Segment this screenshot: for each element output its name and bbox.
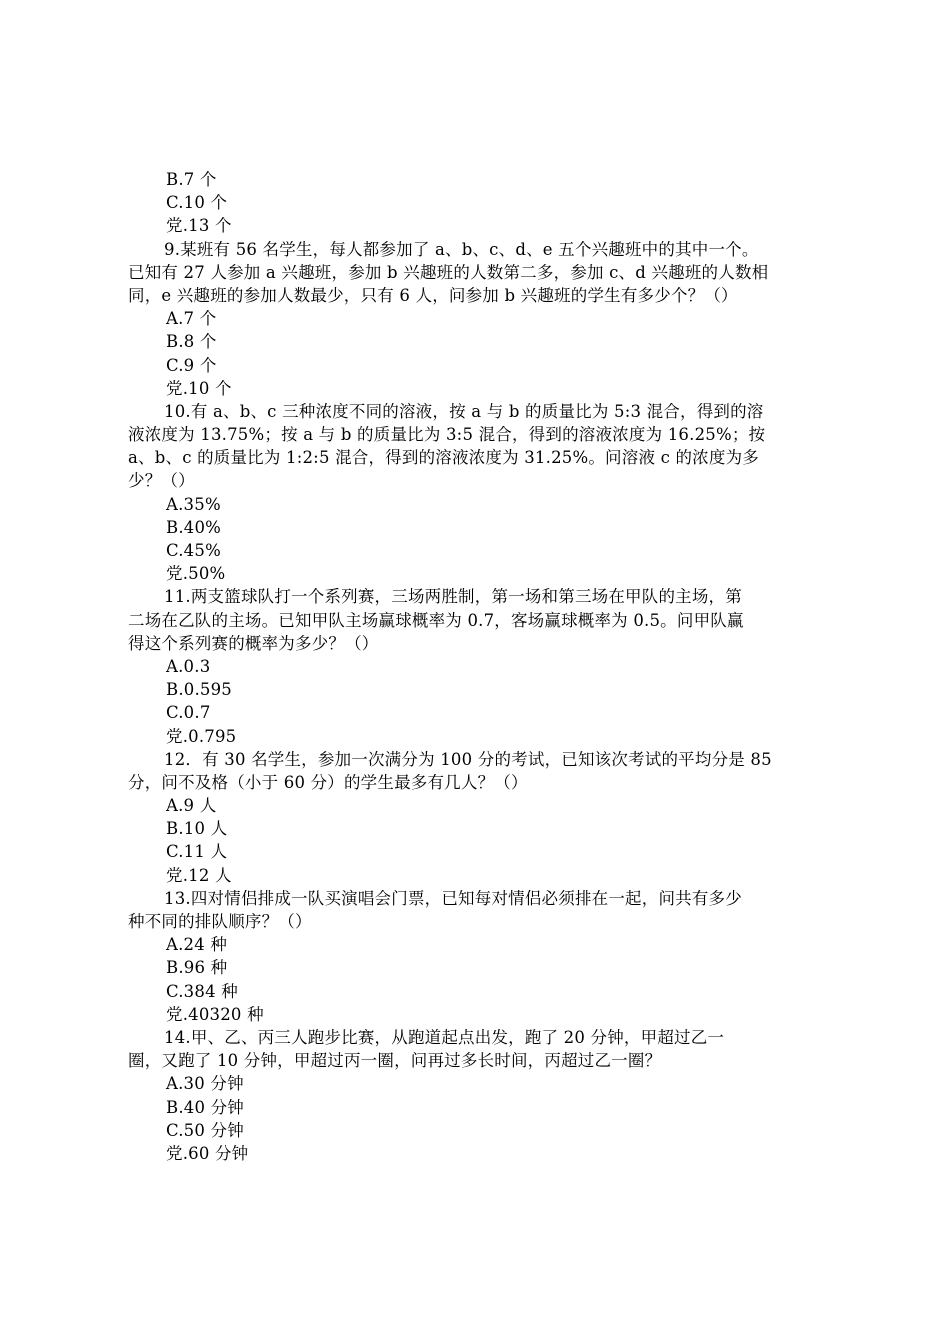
question-text-line: 已知有 27 人参加 a 兴趣班，参加 b 兴趣班的人数第二多，参加 c、d 兴趣班的人数相: [128, 262, 769, 282]
answer-option: B.0.595: [166, 680, 233, 700]
answer-option: C.45%: [166, 541, 221, 560]
question-text-line: 种不同的排队顺序？（）: [128, 912, 312, 931]
answer-option: A.0.3: [166, 656, 211, 676]
question-text-line: 11.两支篮球队打一个系列赛，三场两胜制，第一场和第三场在甲队的主场，第: [164, 587, 742, 607]
answer-option: A.35%: [166, 494, 221, 514]
question-text-line: 13.四对情侣排成一队买演唱会门票，已知每对情侣必须排在一起，问共有多少: [164, 888, 742, 908]
answer-option: 党.50%: [166, 564, 226, 584]
answer-option: B.96 种: [166, 958, 228, 978]
question-text-line: 14.甲、乙、丙三人跑步比赛，从跑道起点出发，跑了 20 分钟，甲超过乙一: [164, 1027, 725, 1047]
question-text-line: 9.某班有 56 名学生，每人都参加了 a、b、c、d、e 五个兴趣班中的其中一个。: [164, 239, 759, 259]
answer-option: A.7 个: [166, 309, 217, 329]
answer-option: B.8 个: [166, 332, 217, 352]
answer-option: A.30 分钟: [166, 1074, 244, 1094]
question-text-line: 分，问不及格（小于 60 分）的学生最多有几人？（）: [128, 772, 528, 792]
question-text-line: a、b、c 的质量比为 1:2:5 混合，得到的溶液浓度为 31.25%。问溶液 c 的浓度为多: [128, 448, 759, 468]
question-text-line: 得这个系列赛的概率为多少？（）: [128, 633, 379, 653]
answer-option: B.10 人: [166, 819, 228, 839]
question-text-line: 少？（）: [128, 471, 195, 491]
answer-option: C.50 分钟: [166, 1120, 244, 1140]
answer-option: 党.0.795: [166, 726, 237, 746]
document-page: [128, 168, 834, 1165]
question-text-line: 12．有 30 名学生，参加一次满分为 100 分的考试，已知该次考试的平均分是 85: [164, 749, 772, 769]
answer-option: 党.60 分钟: [166, 1143, 249, 1163]
answer-option: B.7 个: [166, 170, 217, 189]
answer-option: A.24 种: [166, 935, 228, 955]
answer-option: 党.10 个: [166, 378, 232, 398]
question-text-line: 液浓度为 13.75%；按 a 与 b 的质量比为 3:5 混合，得到的溶液浓度为 16.25%；按: [128, 425, 766, 445]
question-text-line: 10.有 a、b、c 三种浓度不同的溶液，按 a 与 b 的质量比为 5:3 混合，得到的溶: [164, 401, 764, 421]
question-text-line: 二场在乙队的主场。已知甲队主场赢球概率为 0.7，客场赢球概率为 0.5。问甲队赢: [128, 610, 744, 630]
answer-option: B.40 分钟: [166, 1097, 245, 1117]
answer-option: 党.40320 种: [166, 1004, 264, 1024]
answer-option: 党.13 个: [166, 216, 232, 236]
answer-option: C.384 种: [166, 981, 238, 1001]
answer-option: C.11 人: [166, 842, 228, 862]
answer-option: C.10 个: [166, 193, 228, 213]
answer-option: A.9 人: [166, 796, 217, 816]
answer-option: C.9 个: [166, 355, 217, 375]
answer-option: B.40%: [166, 517, 222, 537]
answer-option: C.0.7: [166, 703, 211, 723]
question-text-line: 圈，又跑了 10 分钟，甲超过丙一圈，问再过多长时间，丙超过乙一圈？: [128, 1051, 662, 1071]
question-text-line: 同，e 兴趣班的参加人数最少，只有 6 人，问参加 b 兴趣班的学生有多少个？（）: [128, 285, 738, 305]
answer-option: 党.12 人: [166, 865, 232, 885]
